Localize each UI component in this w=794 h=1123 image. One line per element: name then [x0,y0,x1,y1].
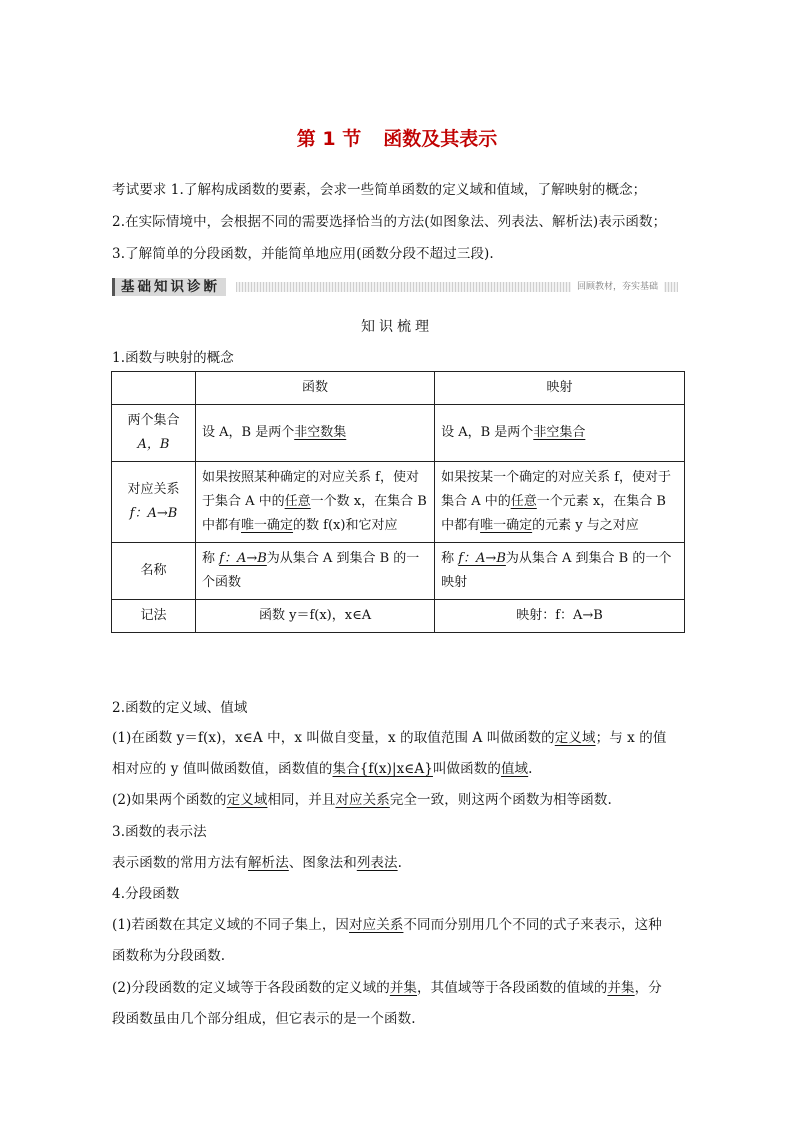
paragraph-equal-functions [112,788,612,808]
underlined-term: 并集 [607,980,635,996]
heading-3: 3.函数的表示法 [112,824,207,840]
text-run: 表示函数的常用方法有 [112,855,248,871]
cell-text: 设 A，B 是两个 [441,425,534,440]
table-row [112,405,685,462]
cell-text: 一个数 x，在集合 B 中都有 [202,494,427,533]
paragraph-piecewise-1-cont: 函数称为分段函数. [112,948,226,964]
section-number: 第 1 节 [296,128,362,150]
underlined-term: 唯一确定 [480,518,533,533]
underlined-term: 任意 [510,494,537,509]
underlined-term: 解析法 [248,855,289,871]
row-label-line: f：A→B [129,506,178,521]
text-run: (1)若函数在其定义域的不同子集上，因 [112,917,350,933]
cell-function-notation: 函数 y＝f(x)，x∈A [196,600,435,633]
underlined-term: 列表法 [356,855,398,871]
cell-mapping-correspondence [435,462,685,543]
row-label-name: 名称 [112,543,196,600]
underlined-term: 非空数集 [294,425,347,440]
row-label-notation: 记法 [112,600,196,633]
underlined-term: f：A→B [458,551,506,566]
cell-text: 一个元素 x，在集合 B 中都有 [441,494,666,533]
paragraph-piecewise-2 [112,976,662,996]
heading-1: 1.函数与映射的概念 [112,350,234,366]
underlined-term: 对应关系 [349,917,404,933]
text-run: 叫做函数的 [432,761,501,777]
section-title [0,124,794,151]
row-label-sets [112,405,196,462]
underlined-term: f：A→B [219,551,267,566]
table-row [112,462,685,543]
text-run: 完全一致，则这两个函数为相等函数. [389,792,612,808]
text-run: (1)在函数 y＝f(x)，x∈A 中，x 叫做自变量，x 的取值范围 A 叫做函数的 [112,730,555,746]
cell-function-correspondence [196,462,435,543]
row-label-line: 对应关系 [127,482,180,497]
text-run: ，其值域等于各段函数的值域的 [417,980,608,996]
underlined-term: 对应关系 [335,792,390,808]
cell-text: 称 [202,551,220,566]
text-run: 相同，并且 [267,792,336,808]
underlined-term: 值域 [500,761,529,777]
heading-2: 2.函数的定义域、值域 [112,700,248,716]
paragraph-range [112,757,533,777]
concept-table [111,371,685,633]
requirement-3: 3.了解简单的分段函数，并能简单地应用(函数分段不超过三段). [112,246,494,262]
heading-4: 4.分段函数 [112,886,180,902]
row-label-line: 两个集合 [127,413,180,428]
text-run: (2)分段函数的定义域等于各段函数的定义域的 [112,980,390,996]
cell-mapping-name [435,543,685,600]
cell-function-name [196,543,435,600]
table-row [112,600,685,633]
section-banner [112,278,678,296]
text-run: 不同而分别用几个不同的式子来表示，这种 [403,917,662,933]
underlined-term: 集合{f(x)|x∈A} [332,761,433,777]
cell-function-sets [196,405,435,462]
underlined-term: 任意 [284,494,311,509]
header-mapping: 映射 [435,372,685,405]
underlined-term: 定义域 [554,730,596,746]
section-name: 函数及其表示 [383,128,498,150]
cell-text: 为从集合 A 到集合 B 的一个函数 [202,551,420,590]
cell-text: 如果按照某种确定的对应关系 f，使对于集合 A 中的 [202,470,419,509]
text-run: 相对应的 y 值叫做函数值，函数值的 [112,761,333,777]
underlined-term: 非空集合 [533,425,586,440]
text-run: ；与 x 的值 [595,730,667,746]
paragraph-representation [112,851,402,871]
cell-text: 如果按某一个确定的对应关系 f，使对于集合 A 中的 [441,470,672,509]
table-corner-cell [112,372,196,405]
row-label-line: A，B [137,437,170,452]
paragraph-domain [112,726,667,746]
banner-title: 基础知识诊断 [112,278,226,296]
cell-text: 为从集合 A 到集合 B 的一个映射 [441,551,672,590]
cell-text: 称 [441,551,459,566]
cell-text: 设 A，B 是两个 [202,425,295,440]
text-run: 、图象法和 [288,855,357,871]
requirement-1: 考试要求 1.了解构成函数的要素，会求一些简单函数的定义域和值域，了解映射的概念； [112,182,647,198]
underlined-term: 并集 [389,980,418,996]
table-header-row [112,372,685,405]
table-row [112,543,685,600]
cell-mapping-notation: 映射：f：A→B [435,600,685,633]
text-run: . [397,855,403,871]
paragraph-piecewise-2-cont: 段函数虽由几个部分组成，但它表示的是一个函数. [112,1011,416,1027]
text-run: ，分 [634,980,662,996]
paragraph-piecewise-1 [112,913,662,933]
banner-subtitle: 回顾教材，夯实基础 [571,279,664,295]
row-label-correspondence [112,462,196,543]
cell-text: 的数 f(x)和它对应 [293,518,398,533]
underlined-term: 唯一确定 [241,518,294,533]
knowledge-subheading: 知识梳理 [361,319,433,335]
text-run: . [528,761,533,777]
underlined-term: 定义域 [226,792,268,808]
header-function: 函数 [196,372,435,405]
text-run: (2)如果两个函数的 [112,792,227,808]
cell-text: 的元素 y 与之对应 [532,518,639,533]
requirement-2: 2.在实际情境中，会根据不同的需要选择恰当的方法(如图象法、列表法、解析法)表示函数； [112,214,667,230]
cell-mapping-sets [435,405,685,462]
